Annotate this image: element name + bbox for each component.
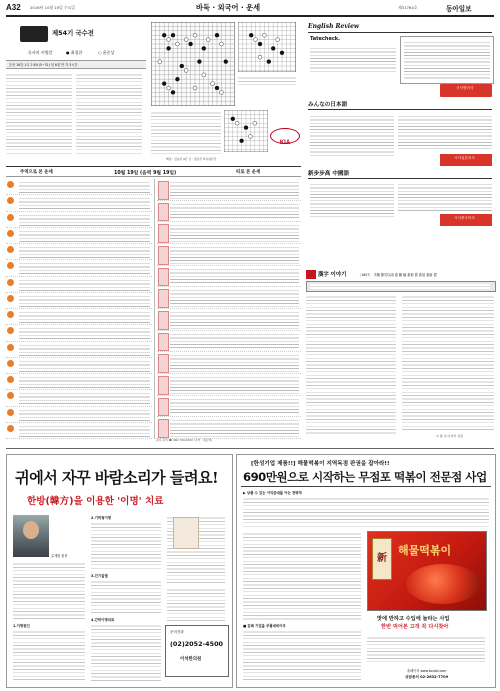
- english-sidebar-text: [404, 40, 490, 80]
- tinnitus-col-2c: [91, 623, 161, 681]
- horoscope-text: [19, 213, 150, 226]
- horoscope-row: [157, 374, 301, 396]
- chinese-heading: 新步步高 中國語: [308, 171, 350, 177]
- hanja-heading: 漢字 이야기: [318, 272, 347, 278]
- hexagram-icon: [7, 230, 14, 237]
- horoscope-row: [157, 309, 301, 331]
- baduk-label-left: 독사의 이방칼: [28, 50, 53, 55]
- horoscope-text: [170, 310, 299, 329]
- black-stone: [162, 33, 166, 37]
- english-brand: Tatecheck.: [310, 36, 341, 42]
- tteokbokki-slogan-2: 한번 먹어본 고객 꼭 다시찾아: [381, 624, 449, 630]
- white-stone: [219, 42, 223, 46]
- horoscope-text: [19, 261, 150, 274]
- horoscope-row: [6, 260, 152, 276]
- baduk-right-commentary: [151, 110, 221, 154]
- page-number: A32: [6, 3, 21, 12]
- black-stone: [231, 117, 235, 121]
- horoscope-right-col: [157, 179, 301, 439]
- hanja-intro-text: [310, 284, 490, 289]
- horoscope-left-col: [6, 179, 152, 439]
- baduk-diagram-2: [224, 110, 268, 152]
- section-title: 바둑 · 외국어 · 운세: [196, 3, 261, 12]
- black-stone: [280, 51, 284, 55]
- white-stone: [219, 90, 223, 94]
- english-sidebar: [400, 36, 494, 84]
- horoscope-row: [6, 358, 152, 374]
- white-stone: [206, 38, 210, 42]
- horoscope-text: [19, 375, 150, 388]
- tinnitus-clinic: 이석한의원: [180, 657, 202, 662]
- baduk-footer: 해설 : 김승준 9단 글 : 정용진 바둑평론가: [166, 157, 217, 161]
- tteokbokki-sub1: ▶ 상품 수 있는 이익증대를 아는 전략적: [243, 491, 302, 495]
- black-stone: [189, 42, 193, 46]
- japanese-ad: [440, 154, 492, 166]
- horoscope-text: [19, 343, 150, 356]
- tinnitus-phone[interactable]: (02)2052-4500: [170, 640, 223, 648]
- zodiac-badge: [158, 398, 169, 417]
- black-stone: [171, 33, 175, 37]
- kia-logo-text: KIA: [279, 140, 291, 146]
- horoscope-text: [19, 245, 150, 258]
- japanese-rule: [308, 109, 492, 110]
- language-column: [306, 20, 494, 260]
- zodiac-badge: [158, 289, 169, 308]
- horoscope-row: [6, 325, 152, 341]
- hexagram-icon: [7, 344, 14, 351]
- paper-name: 동아일보: [446, 5, 472, 13]
- white-stone: [175, 42, 179, 46]
- horoscope-footer: 용띠 문의 ☎ 060-700-0000 (주역 · 띠운세): [156, 438, 213, 442]
- horoscope-text: [170, 202, 299, 221]
- white-stone: [158, 60, 162, 64]
- issue-date: 2016년 10월 19일 수요일: [30, 5, 75, 10]
- zodiac-badge: [158, 246, 169, 265]
- white-stone: [262, 33, 266, 37]
- tinnitus-col-2a: [91, 521, 161, 571]
- horoscope-row: [157, 396, 301, 418]
- tinnitus-subheadline: 한방(韓方)을 이용한 '이명' 치료: [27, 496, 164, 507]
- black-stone: [197, 60, 201, 64]
- tteokbokki-body-bottom: [243, 629, 361, 681]
- horoscope-row: [157, 179, 301, 201]
- hanja-badge: [306, 270, 316, 279]
- horoscope-row: [6, 342, 152, 358]
- tteokbokki-body-right: [367, 635, 485, 665]
- black-stone: [180, 64, 184, 68]
- white-stone: [253, 121, 257, 125]
- horoscope-text: [19, 359, 150, 372]
- tteokbokki-body-left: [243, 531, 361, 621]
- horoscope-row: [157, 222, 301, 244]
- zodiac-badge: [158, 333, 169, 352]
- hexagram-icon: [7, 197, 14, 204]
- baduk-title: 제54기 국수전: [52, 29, 94, 37]
- white-stone: [184, 38, 188, 42]
- horoscope-text: [170, 397, 299, 416]
- masthead-rule: [6, 15, 494, 17]
- black-stone: [167, 46, 171, 50]
- white-stone: [167, 38, 171, 42]
- horoscope-text: [19, 424, 150, 437]
- kia-logo: [270, 128, 300, 144]
- horoscope-row: [157, 266, 301, 288]
- horoscope-text: [170, 180, 299, 199]
- horoscope-row: [157, 201, 301, 223]
- tinnitus-col-2b: [91, 579, 161, 615]
- brand-seal: [372, 538, 392, 580]
- hexagram-icon: [7, 392, 14, 399]
- horoscope-row: [157, 417, 301, 439]
- horoscope-row: [6, 390, 152, 406]
- horoscope-text: [19, 310, 150, 323]
- english-ad-text: 시사영어사: [456, 86, 474, 90]
- english-heading: English Review: [308, 23, 360, 30]
- horoscope-row: [6, 228, 152, 244]
- baduk-section: [6, 20, 301, 163]
- tteokbokki-headline-rule: [241, 486, 491, 487]
- chinese-rule: [308, 178, 492, 179]
- white-stone: [184, 68, 188, 72]
- tteokbokki-tag: [한성기업 제품!!] 해물떡볶이 지역독점 판권을 잡아라!!: [251, 461, 390, 467]
- horoscope-text: [19, 391, 150, 404]
- black-stone: [171, 90, 175, 94]
- horoscope-divider: [154, 179, 155, 439]
- japanese-ad-text: 시사일본어사: [454, 156, 475, 160]
- hanja-section: [306, 268, 494, 444]
- doctor-name: 류재원 원장: [51, 554, 68, 558]
- white-stone: [202, 73, 206, 77]
- hexagram-icon: [7, 214, 14, 221]
- chinese-body-right: [398, 182, 492, 212]
- english-body: [310, 46, 396, 72]
- horoscope-text: [19, 196, 150, 209]
- black-stone: [249, 33, 253, 37]
- masthead: [6, 2, 494, 16]
- tinnitus-headline: 귀에서 자꾸 바람소리가 들려요!: [15, 469, 219, 487]
- tteokbokki-slogan-1: 맛에 반하고 수입에 놀라는 사업: [377, 616, 450, 622]
- horoscope-text: [19, 229, 150, 242]
- tinnitus-section-2: 2.기허형이명: [91, 516, 112, 520]
- tinnitus-cta: 문의전화: [170, 630, 184, 634]
- horoscope-text: [19, 294, 150, 307]
- baduk-commentary-1: [6, 72, 72, 156]
- white-stone: [248, 134, 252, 138]
- black-stone: [215, 33, 219, 37]
- black-stone: [271, 46, 275, 50]
- hanja-col-2: [402, 294, 494, 430]
- zodiac-badge: [158, 376, 169, 395]
- hexagram-icon: [7, 279, 14, 286]
- tteokbokki-contact[interactable]: 홈페이지 www.tosdal.com: [407, 669, 447, 673]
- black-stone: [215, 86, 219, 90]
- hexagram-icon: [7, 246, 14, 253]
- english-ad: [440, 84, 492, 97]
- tteokbokki-body-top: [243, 496, 489, 528]
- baduk-diagram-1: [238, 22, 296, 72]
- horoscope-row: [6, 212, 152, 228]
- horoscope-heading-left: 주역으로 본 운세: [20, 170, 53, 175]
- horoscope-row: [6, 293, 152, 309]
- food-photo: [406, 564, 480, 604]
- hexagram-icon: [7, 425, 14, 432]
- baduk-main-board: [151, 22, 235, 106]
- zodiac-badge: [158, 203, 169, 222]
- tinnitus-contact-box: [165, 625, 229, 677]
- tinnitus-section-1: 1.이명원인: [13, 624, 30, 628]
- hexagram-icon: [7, 360, 14, 367]
- hexagram-icon: [7, 311, 14, 318]
- hexagram-icon: [7, 327, 14, 334]
- tinnitus-section-4: 4.간허이명치료: [91, 618, 115, 622]
- horoscope-text: [170, 418, 299, 437]
- horoscope-text: [170, 353, 299, 372]
- player-white: ○ 윤준상: [98, 50, 115, 55]
- tteokbokki-ad: [236, 454, 496, 688]
- baduk-logo: [20, 26, 48, 42]
- tinnitus-section-3: 3.간기울결: [91, 574, 108, 578]
- player-black: ● 최철한: [66, 50, 83, 55]
- tinnitus-col-1b: [13, 629, 85, 681]
- horoscope-row: [157, 244, 301, 266]
- horoscope-row: [6, 195, 152, 211]
- horoscope-rule-top: [6, 166, 301, 167]
- horoscope-text: [19, 408, 150, 421]
- black-stone: [224, 60, 228, 64]
- hanja-subheading: 〈1807〉 手續 節貝以兩 道 屬 幅 重新 賣 新加 重新 賣: [358, 273, 437, 277]
- horoscope-row: [157, 287, 301, 309]
- hexagram-icon: [7, 409, 14, 416]
- horoscope-text: [19, 278, 150, 291]
- black-stone: [240, 139, 244, 143]
- tteokbokki-headline: 690만원으로 시작하는 무점포 떡볶이 전문점 사업: [243, 470, 487, 484]
- hexagram-icon: [7, 262, 14, 269]
- chinese-ad-text: 시사중국어사: [454, 216, 475, 220]
- horoscope-row: [6, 309, 152, 325]
- white-stone: [235, 121, 239, 125]
- white-stone: [211, 82, 215, 86]
- baduk-caption: 본선 16강 1국 2 8보(5~31) 덤 6집 반 각 3시간: [9, 63, 78, 67]
- issue-number: 제31764호: [398, 5, 418, 10]
- zodiac-badge: [158, 224, 169, 243]
- horoscope-text: [19, 180, 150, 193]
- horoscope-text: [170, 288, 299, 307]
- horoscope-text: [170, 375, 299, 394]
- chinese-body-left: [310, 182, 394, 218]
- white-stone: [193, 86, 197, 90]
- herb-illustration: [173, 517, 199, 549]
- black-stone: [175, 77, 179, 81]
- tinnitus-col-3b: [167, 587, 225, 621]
- chinese-ad: [440, 214, 492, 226]
- hexagram-icon: [7, 295, 14, 302]
- horoscope-row: [6, 423, 152, 439]
- black-stone: [267, 60, 271, 64]
- horoscope-text: [19, 326, 150, 339]
- japanese-body-left: [310, 114, 394, 156]
- horoscope-row: [6, 407, 152, 423]
- horoscope-row: [6, 374, 152, 390]
- hanja-author: 이 충 실 다져서 실장: [436, 434, 463, 438]
- baduk-commentary-2: [76, 72, 142, 156]
- doctor-photo: [13, 515, 49, 557]
- hanja-col-1: [306, 294, 396, 436]
- japanese-body-right: [398, 114, 492, 150]
- ad-separator: [6, 448, 494, 449]
- horoscope-row: [157, 352, 301, 374]
- hexagram-icon: [7, 181, 14, 188]
- horoscope-section: [6, 166, 301, 444]
- zodiac-badge: [158, 419, 169, 438]
- hanja-intro-box: [306, 281, 496, 292]
- tinnitus-col-1a: [13, 561, 85, 621]
- tinnitus-ad: [6, 454, 233, 688]
- white-stone: [167, 86, 171, 90]
- horoscope-row: [6, 179, 152, 195]
- horoscope-text: [170, 245, 299, 264]
- baduk-diagram-1-note: [238, 75, 296, 87]
- product-label: 해물떡볶이: [398, 544, 452, 557]
- baduk-caption-bar: [6, 60, 146, 69]
- zodiac-badge: [158, 268, 169, 287]
- black-stone: [202, 46, 206, 50]
- horoscope-text: [170, 223, 299, 242]
- zodiac-badge: [158, 311, 169, 330]
- white-stone: [258, 55, 262, 59]
- product-package: [367, 531, 487, 611]
- horoscope-text: [170, 332, 299, 351]
- white-stone: [254, 38, 258, 42]
- white-stone: [276, 38, 280, 42]
- horoscope-heading-right: 띠로 본 운세: [236, 170, 261, 175]
- black-stone: [258, 42, 262, 46]
- horoscope-rule-mid: [6, 176, 301, 177]
- white-stone: [193, 33, 197, 37]
- black-stone: [162, 82, 166, 86]
- horoscope-row: [157, 331, 301, 353]
- horoscope-text: [170, 267, 299, 286]
- japanese-heading: みんなの日本語: [308, 102, 348, 108]
- zodiac-badge: [158, 354, 169, 373]
- tteokbokki-phone[interactable]: 상담문의 02-2632-7709: [405, 675, 449, 679]
- horoscope-row: [6, 277, 152, 293]
- horoscope-heading-center: 10월 19일 (음력 9월 19일): [114, 171, 177, 176]
- black-stone: [244, 126, 248, 130]
- brand-seal-text: 新: [377, 553, 387, 564]
- hexagram-icon: [7, 376, 14, 383]
- english-rule: [308, 32, 492, 33]
- tteokbokki-sub2: ■ 감배 기업을 부품대비아무: [243, 624, 286, 628]
- horoscope-row: [6, 244, 152, 260]
- doctor-face: [23, 521, 39, 539]
- zodiac-badge: [158, 181, 169, 200]
